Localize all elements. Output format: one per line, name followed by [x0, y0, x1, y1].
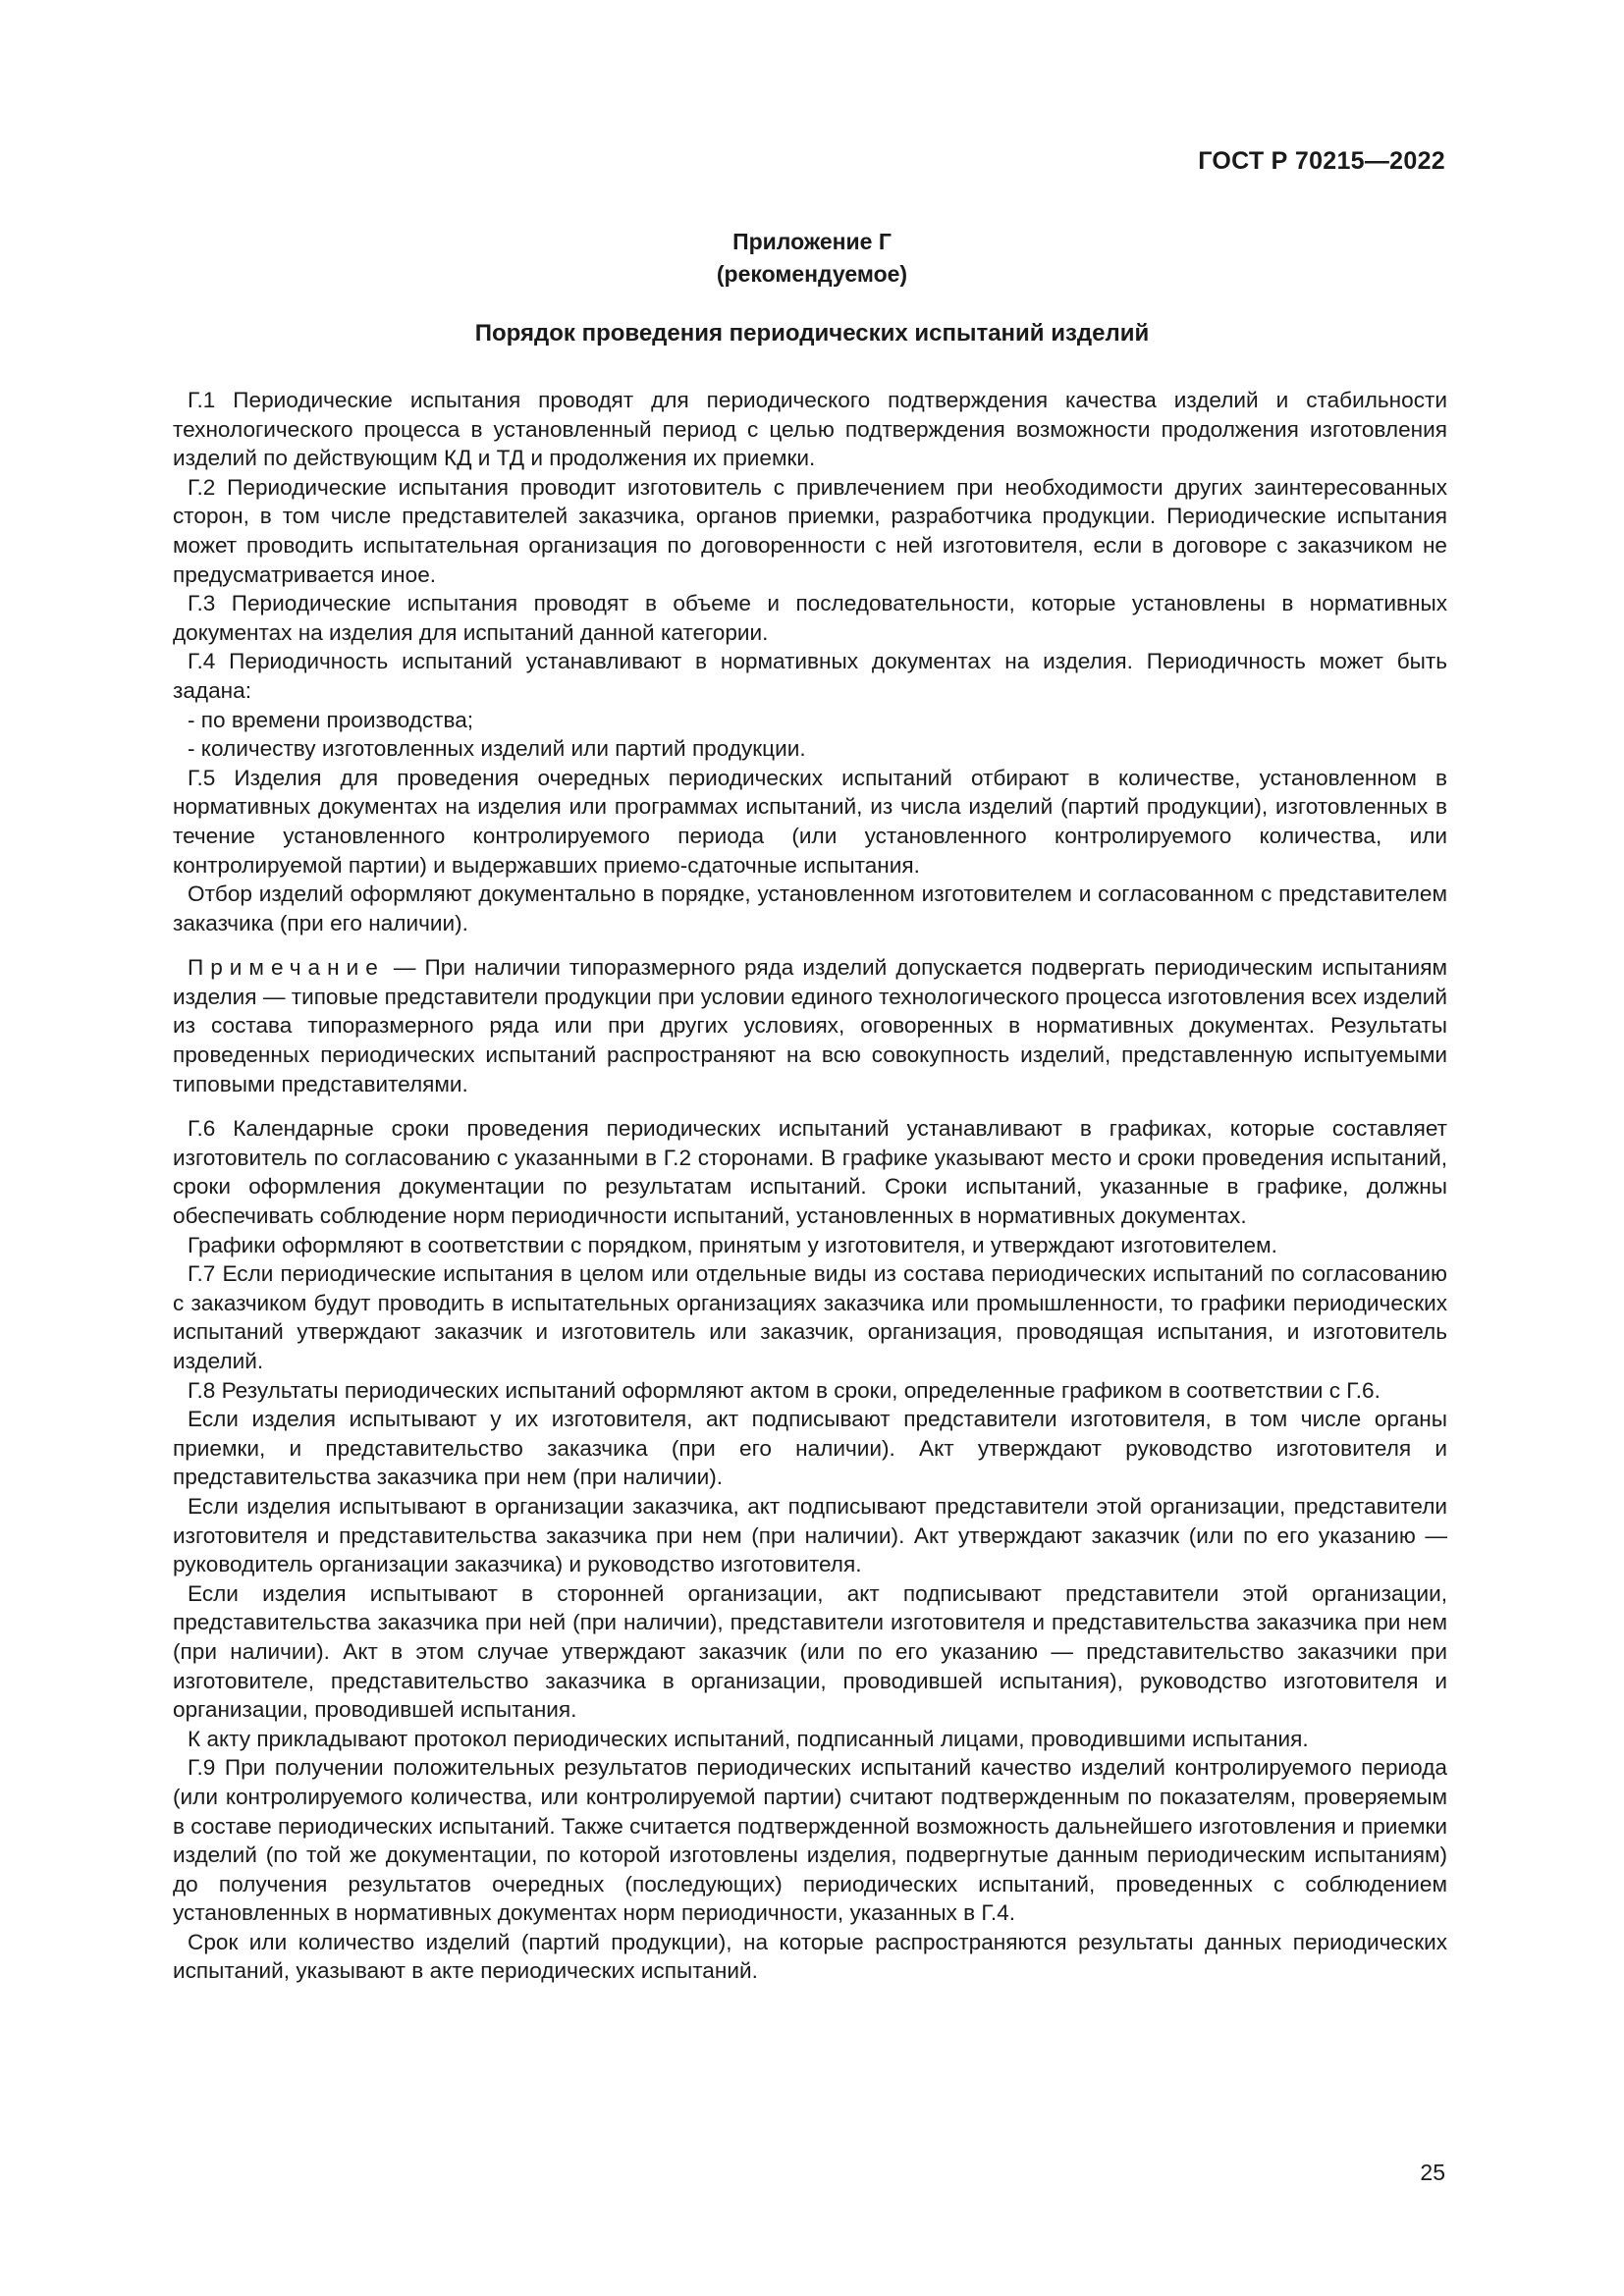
note-paragraph: [173, 953, 1447, 1098]
document-body: [173, 386, 1447, 1986]
appendix-status: (рекомендуемое): [716, 261, 908, 287]
paragraph-g6: Г.6 Календарные сроки проведения периодических испытаний устанавливают в графиках, которые составляет изготовитель по согласованию с указанными в Г.2 сторонами. В графике указывают место и сроки проведения испытаний, сроки оформления документации по результатам испытаний. Сроки испытаний, указанные в графике, должны обеспечивать соблюдение норм периодичности испытаний, установленных в нормативных документах.: [173, 1116, 1447, 1229]
appendix-title: Приложение Г: [732, 229, 892, 254]
paragraph-g8: Г.8 Результаты периодических испытаний оформляют актом в сроки, определенные графиком в соответствии с Г.6.: [188, 1377, 1380, 1403]
paragraph-g4: Г.4 Периодичность испытаний устанавливают в нормативных документах на изделия. Периодичность может быть задана:: [173, 649, 1447, 703]
paragraph-schedules: Графики оформляют в соответствии с порядком, принятым у изготовителя, и утверждают изготовителем.: [188, 1232, 1277, 1257]
section-title: Порядок проведения периодических испытаний изделий: [474, 320, 1150, 347]
paragraph-validity: Срок или количество изделий (партий продукции), на которые распространяются результаты данных периодических испытаний, указывают в акте периодических испытаний.: [173, 1929, 1447, 1984]
list-item-quantity: - количеству изготовленных изделий или партий продукции.: [188, 736, 806, 762]
paragraph-g9: Г.9 При получении положительных результатов периодических испытаний качество изделий контролируемого периода (или контролируемого количества, или контролируемой партии) считают подтвержденным по показателям, проверяемым в составе периодических испытаний. Также считается подтвержденной возможность дальнейшего изготовления и приемки изделий (по той же документации, по которой изготовлены изделия, подвергнутые данным периодическим испытаниям) до получения результатов очередных (последующих) периодических испытаний, проведенных с соблюдением установленных в нормативных документах норм периодичности, указанных в Г.4.: [173, 1755, 1447, 1926]
paragraph-g2: Г.2 Периодические испытания проводит изготовитель с привлечением при необходимости других заинтересованных сторон, в том числе представителей заказчика, органов приемки, разработчика продукции. Периодические испытания может проводить испытательная организация по договоренности с ней изготовителя, если в договоре с заказчиком не предусматривается иное.: [173, 474, 1447, 587]
paragraph-selection: Отбор изделий оформляют документально в порядке, установленном изготовителем и согласованном с представителем заказчика (при его наличии).: [173, 881, 1447, 935]
document-code: ГОСТ Р 70215—2022: [1198, 147, 1445, 175]
paragraph-g5: Г.5 Изделия для проведения очередных периодических испытаний отбирают в количестве, установленном в нормативных документах на изделия или программах испытаний, из числа изделий (партий продукции), изготовленных в течение установленного контролируемого периода (или установленного контролируемого количества, или контролируемой партии) и выдержавших приемо-сдаточные испытания.: [173, 765, 1447, 878]
paragraph-act-customer-org: Если изделия испытывают в организации заказчика, акт подписывают представители этой организации, представители изготовителя и представительства заказчика при нем (при наличии). Акт утверждают заказчик (или по его указанию — руководитель организации заказчика) и руководство изготовителя.: [173, 1493, 1447, 1577]
paragraph-act-manufacturer: Если изделия испытывают у их изготовителя, акт подписывают представители изготовителя, в том числе органы приемки, и представительство заказчика (при его наличии). Акт утверждают руководство изготовителя и представительства заказчика при нем (при наличии).: [173, 1407, 1447, 1490]
note-text: — При наличии типоразмерного ряда изделий допускается подвергать периодическим испытаниям изделия — типовые представители продукции при условии единого технологического процесса изготовления всех изделий из состава типоразмерного ряда или при других условиях, оговоренных в нормативных документах. Результаты проведенных периодических испытаний распространяют на всю совокупность изделий, представленную испытуемыми типовыми представителями.: [173, 955, 1447, 1096]
paragraph-g3: Г.3 Периодические испытания проводят в объеме и последовательности, которые установлены в нормативных документах на изделия для испытаний данной категории.: [173, 591, 1447, 645]
list-item-production-time: - по времени производства;: [188, 707, 474, 732]
paragraph-act-third-party: Если изделия испытывают в сторонней организации, акт подписывают представители этой организации, представительства заказчика при ней (при наличии), представители изготовителя и представительства заказчика при нем (при наличии). Акт в этом случае утверждают заказчик (или по его указанию — представительство заказчики при изготовителе, представительство заказчика в организации, проводившей испытания), руководство изготовителя и организации, проводившей испытания.: [173, 1580, 1447, 1723]
appendix-heading: [0, 226, 1624, 291]
paragraph-protocol: К акту прикладывают протокол периодических испытаний, подписанный лицами, проводившими испытания.: [188, 1726, 1309, 1751]
paragraph-g7: Г.7 Если периодические испытания в целом или отдельные виды из состава периодических испытаний по согласованию с заказчиком будут проводить в испытательных организациях заказчика или промышленности, то графики периодических испытаний утверждают заказчик и изготовитель или заказчик, организация, проводящая испытания, и изготовитель изделий.: [173, 1261, 1447, 1373]
page-number: 25: [1420, 2160, 1445, 2185]
paragraph-g1: Г.1 Периодические испытания проводят для периодического подтверждения качества изделий и стабильности технологического процесса в установленный период с целью подтверждения возможности продолжения изготовления изделий по действующим КД и ТД и продолжения их приемки.: [173, 388, 1447, 471]
note-label: Примечание: [188, 955, 385, 981]
